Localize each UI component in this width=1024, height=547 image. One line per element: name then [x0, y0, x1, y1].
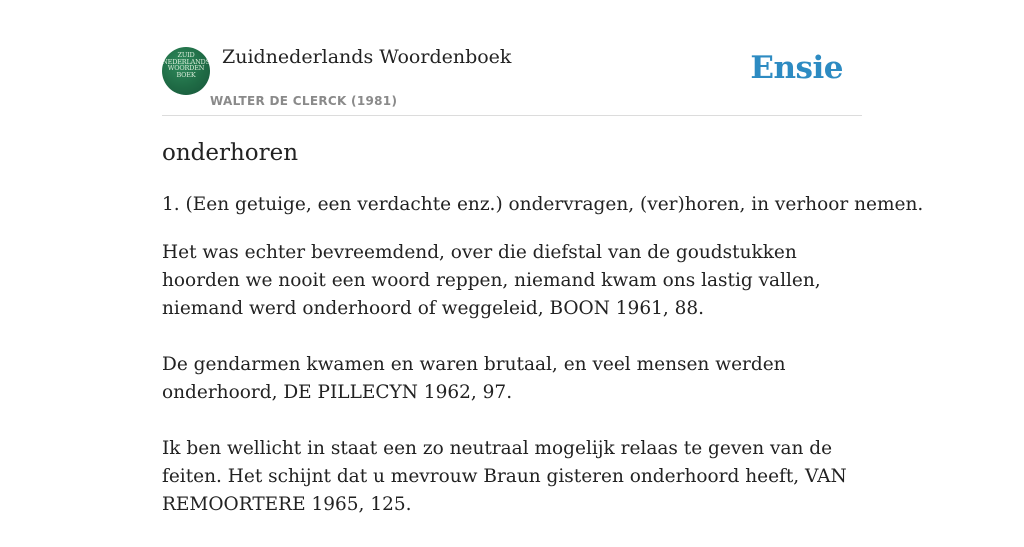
- logo-line: NEDERLANDS: [162, 57, 210, 66]
- ensie-logo-link[interactable]: Ensie: [750, 50, 843, 86]
- entry-headword: onderhoren: [162, 140, 299, 166]
- quote-item: De gendarmen kwamen en waren brutaal, en veel mensen werden onderhoord, DE PILLECYN 1962, 97.: [162, 354, 786, 403]
- book-logo[interactable]: [162, 47, 210, 95]
- quote-item: Het was echter bevreemdend, over die diefstal van de goudstukken hoorden we nooit een woord reppen, niemand kwam ons lastig vallen, niemand werd onderhoord of weggeleid, BOON 1961, 88.: [162, 242, 821, 319]
- book-title[interactable]: Zuidnederlands Woordenboek: [222, 46, 512, 68]
- logo-line: WOORDEN: [167, 64, 205, 72]
- page: [162, 0, 924, 515]
- logo-line: ZUID: [177, 51, 195, 59]
- source-header: [162, 0, 862, 116]
- quote-list: [162, 239, 862, 547]
- quote-item: Ik ben wellicht in staat een zo neutraal mogelijk relaas te geven van de feiten. Het schijnt dat u mevrouw Braun gisteren onderhoord heeft, VAN REMOORTERE 1965, 125.: [162, 438, 847, 515]
- book-author: WALTER DE CLERCK (1981): [210, 94, 398, 108]
- entry-definition: 1. (Een getuige, een verdachte enz.) ondervragen, (ver)horen, in verhoor nemen.: [162, 194, 924, 215]
- logo-text: [162, 52, 210, 78]
- logo-line: BOEK: [176, 70, 196, 79]
